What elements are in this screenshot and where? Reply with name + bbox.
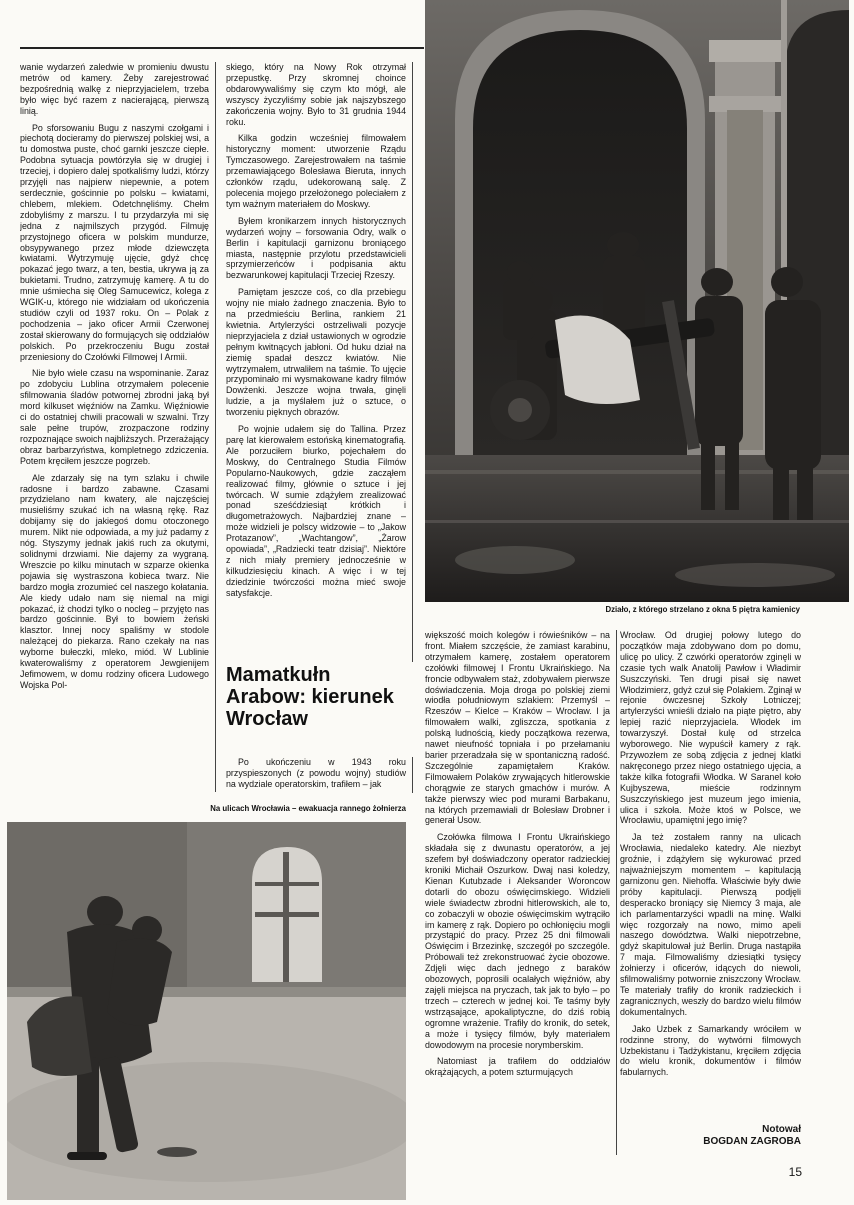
photo-artillery-gun [425,0,849,602]
paragraph: Pamiętam jeszcze coś, co dla przebiegu wojny nie miało żadnego znaczenia. Było to na przedmieściu Berlina, rankiem 21 kwietnia. Artylerzyści ostrzeliwali pozycje nieprzyjaciela z dział ustawionych w ogrodzie pełnym kwitnących jabłoni. Od huku dział na ziemię spadał deszcz kwiatów. Nie wytrzymałem, utrwaliłem na taśmie. To ujęcie przypominało mi wysmakowane kadry filmów Dowżenki. Jeszcze wojna trwała, ginęli ludzie, a ja myślałem już o sztuce, o tworzeniu pięknych obrazów. [226,287,406,418]
paragraph: Po ukończeniu w 1943 roku przyspieszonych (z powodu wojny) studiów na wydziale operatorskim, trafiłem – jak [226,757,406,789]
paragraph: Po sforsowaniu Bugu z naszymi czołgami i piechotą docieramy do pierwszej polskiej wsi, a tu domostwa puste, choć garnki jeszcze ciepłe. Podobna sytuacja powtórzyła się w drugiej i trzeciej, i dopiero dalej spotkaliśmy ludzi, którzy przyjęli nas najpierw niepewnie, a potem serdecznie, gościnnie po polsku – kwiatami, chlebem, mlekiem. Odetchnęliśmy. Chełm zdobyliśmy z marszu. I tu przydarzyła mi się jedna z najmilszych przygód. Filmuję przystojnego oficera w polskim mundurze, obsypywanego przez młode dziewczęta kwiatami. Wytrzymuję ujęcie, gdyż chcę pokazać jego twarz, a ten, bestia, ukrywa ją za bukietami. Trudno, zatrzymuję kamerę. A tu do mnie uśmiecha się Oleg Samucewicz, kolega z WGIK-u, którego nie widziałam od ukończenia studiów czyli od 1937 roku. On – Polak z pochodzenia – jako oficer Armii Czerwonej został skierowany do formujących się oddziałów polskich. Po przekroczeniu Bugu został przeniesiony do Czołówki Filmowej I Armii. [20,122,209,362]
photo-caption-bottom: Na ulicach Wrocławia – ewakuacja rannego żołnierza [210,804,406,813]
signature-role: Notował [762,1124,801,1135]
paragraph: Czołówka filmowa I Frontu Ukraińskiego składała się z dwunastu operatorów, a jej szefem był doświadczony operator radzieckiej kroniki Michaił Oszurkow. Dwaj nasi koledzy, Kienan Kutubzade i Aleksander Woroncow dotarli do obozu oświęcimskiego. Widzieli wiele świadectw zbrodni hitlerowskich, ale to, co zobaczyli w obozie oświęcimskim wytrąciło im kamerę z rąk. Dopiero po ochłonięciu mogli przystąpić do pracy. Przez 25 dni filmowali Oświęcim i Brzezinkę, szczegół po szczególe. Próbowali też zrekonstruować życie obozowe. Zdjęli więc dach jednego z baraków obozowych, poprosili ocalałych więźniów, aby zajęli miejsca na pryczach, tak jak to było – po trzech – czterech w jednej koi. Te taśmy były wstrząsające, apokaliptyczne, do dziś robią ogromne wrażenie. Trafiły do kronik, do setek, a może i tysięcy filmów, były materiałem dowodowym na procesie norymberskim. [425,832,610,1050]
photo-caption-top: Działo, z którego strzelano z okna 5 piętra kamienicy [605,605,800,614]
paragraph: Nie było wiele czasu na wspominanie. Zaraz po zdobyciu Lublina otrzymałem polecenie sfilmowania śladów potwornej zbrodni jaką był mord kilkuset więźniów na Zamku. Więźniowie ci do ostatniej chwili pracowali w szwalni. Trzy sale pełne trupów, zrozpaczone rodziny rozpoznające swoich najbliższych. Przerażający obraz barbarzyństwa, kompletnego zdziczenia. Potem kręciłem jeszcze pogrzeb. [20,368,209,466]
photo-wounded-soldier-image [7,822,406,1200]
paragraph: Jako Uzbek z Samarkandy wróciłem w rodzinne strony, do wytwórni filmowych Uzbekistanu i Tadżykistanu, kręciłem zdjęcia do wielu kronik, dokumentów i filmów fabularnych. [620,1023,801,1078]
paragraph: Wrocław. Od drugiej połowy lutego do początków maja zdobywano dom po domu, ulicę po ulicy. Z czwórki operatorów zginęli w czasie tych walk Anatolij Pawłow i Władimir Suszczyński. Ten drugi pisał się nawet Włodzimierz, gdyż czuł się Polakiem. Zginął w rejonie ówczesnej Szkoły Lotniczej; artylerzyści wnieśli działo na piąte piętro, aby lepiej razić nieprzyjaciela. Włodek im towarzyszył. Dostał kulę od strzelca wyborowego. Nie wypuścił kamery z rąk. Przywozłem ze sobą zdjęcia z jednej klatki nakręconego przez niego ostatniego ujęcia, a także kilka fotografii Włodka. W Saranel koło Kujbyszewa, mieście rodzinnym Suszczyńskiego jest muzeum jego imienia, ulica i szkoła. Może ktoś w Polsce, we Wrocławiu, upamiętni jego imię? [620,630,801,826]
paragraph: Kilka godzin wcześniej filmowałem historyczny moment: utworzenie Rządu Tymczasowego. Zarejestrowałem na taśmie przemawiającego Bolesława Bieruta, innych członków rządu, udekorowaną salę. Z polecenia mojego przełożonego poleciałem z tym ważnym materiałem do Moskwy. [226,133,406,209]
paragraph: Ale zdarzały się na tym szlaku i chwile radosne i bardzo zabawne. Czasami przydzielano nam kwatery, ale najczęściej musieliśmy szukać ich na własną rękę. Raz dobijamy się do jakiegoś domu otoczonego murem. Nikt nie odpowiada, a my już padamy z nóg. Styszymy jednak jakiś ruch za okutymi, solidnymi drzwiami. Nie dajemy za wygraną. Wreszcie po kilku minutach w szparze okienka pojawia się wystraszona kobieca twarz. Nie bardzo mogła zrozumieć cel naszego kołatania. Ale kiedy udało nam się niemal na migi pokazać, iż chodzi tylko o nocleg – przyjęto nas bardzo gościnnie. Był to bowiem żeński klasztor. Innej nocy spaliśmy w stodole należącej do piekarza. Rano czekały na nas wyborne bułeczki, mleko, miód. W Lublinie kwaterowaliśmy z operatorem Jewgienijem Jefimowem, w domu rodziny oficera Ludowego Wojska Pol- [20,472,209,690]
paragraph: Natomiast ja trafiłem do oddziałów okrążających, a potem szturmujących [425,1056,610,1078]
article-column-1 [20,62,216,792]
paragraph: Po wojnie udałem się do Tallina. Przez parę lat kierowałem estońską kinematografią. Ale porzuciłem biurko, pojechałem do Moskwy, do Centralnego Studia Filmów Popularno-Naukowych, gdzie zacząłem realizować filmy, głównie o sztuce i jej twórcach. W sumie zdążyłem zrealizować ponad sześćdziesiąt krótkich i długometrażowych. Najbardziej znane – może widzieli je polscy widzowie – to „Jakow Protazanow”, „Wachtangow”, „Żarow opowiada”, „Radziecki teatr dzisiaj”. Niektóre z nich miały premiery jednocześnie w kilkudziesięciu kinach. A więc i w tej dziedzinie twórczości można mieć swoje satysfakcje. [226,424,406,598]
article-column-3 [425,630,617,1155]
article-signature [620,1124,801,1148]
paragraph: Ja też zostałem ranny na ulicach Wrocławia, niedaleko katedry. Ale niezbyt groźnie, i zdążyłem się wykurować przed najważniejszym momentem – kapitulacją garnizonu gen. Niehoffa. Właściwie były dwie próby kapitulacji. Pierwszą podjęli desperacko broniący się Niemcy 3 maja, ale ich parlamentarzyści wpadli na minę. Walki więc rozgorzały na nowo, mimo apeli naszego dowództwa. Walki niepotrzebne, gdyż skapitulował już Berlin. Druga nastąpiła 7 maja. Filmowaliśmy dziesiątki tysięcy żołnierzy i oficerów, idących do niewoli, sfilmowaliśmy potwornie zniszczony Wrocław. Te materiały trafiły do kronik radzieckich i zagranicznych, weszły do bardzo wielu filmów dokumentalnych. [620,832,801,1017]
article-column-4 [620,630,801,1102]
paragraph: wanie wydarzeń zaledwie w promieniu dwustu metrów od kamery. Żeby zarejestrować bezpośrednią walkę z nieprzyjacielem, trzeba było więc być razem z nacierającą, pierwszą linią. [20,62,209,116]
photo-artillery-gun-image [425,0,849,602]
article-column-2 [226,62,413,662]
section-headline: Mamatkułn Arabow: kierunek Wrocław [226,664,394,730]
paragraph: skiego, który na Nowy Rok otrzymał przepustkę. Przy skromnej choince obdarowywaliśmy się czym kto mógł, ale wszyscy życzyliśmy sobie jak najszybszego zakończenia wojny. Było to 31 grudnia 1944 roku. [226,62,406,127]
header-rule [20,47,424,49]
page-number: 15 [788,1165,802,1179]
photo-wounded-soldier [7,822,406,1200]
signature-name: BOGDAN ZAGROBA [703,1136,801,1147]
paragraph: większość moich kolegów i rówieśników – na front. Miałem szczęście, że zamiast karabinu, otrzymałem kamerę, zostałem operatorem czołówki filmowej I Frontu Ukraińskiego. Na froncie odbywałem staż, zdobywałem pierwsze doświadczenia. Moja droga po polskiej ziemi wiodła południowym szlakiem: Przemyśl – Rzeszów – Kielce – Kraków – Wrocław. I ja filmowałem walki, zgliszcza, spotkania z polską ludnością, kiedy początkowa rezerwa, nawet nieufność topniała i po przełamaniu barier przeradzała się w spontaniczną radość. Szczególnie zapamiętałem Kraków. Filmowałem Polaków zrywających hitlerowskie chorągwie ze starych gmachów i murów. A także pierwszy wiec pod murami Barbakanu, na których przemawiali dr Bolesław Drobner i generał Usow. [425,630,610,826]
paragraph: Byłem kronikarzem innych historycznych wydarzeń wojny – forsowania Odry, walk o Berlin i kapitulacji garnizonu broniącego miasta, następnie przylotu przedstawicieli sprzymierzeńców i podpisania aktu bezwarunkowej kapitulacji Trzeciej Rzeszy. [226,215,406,281]
article-column-2-continued [226,757,413,793]
